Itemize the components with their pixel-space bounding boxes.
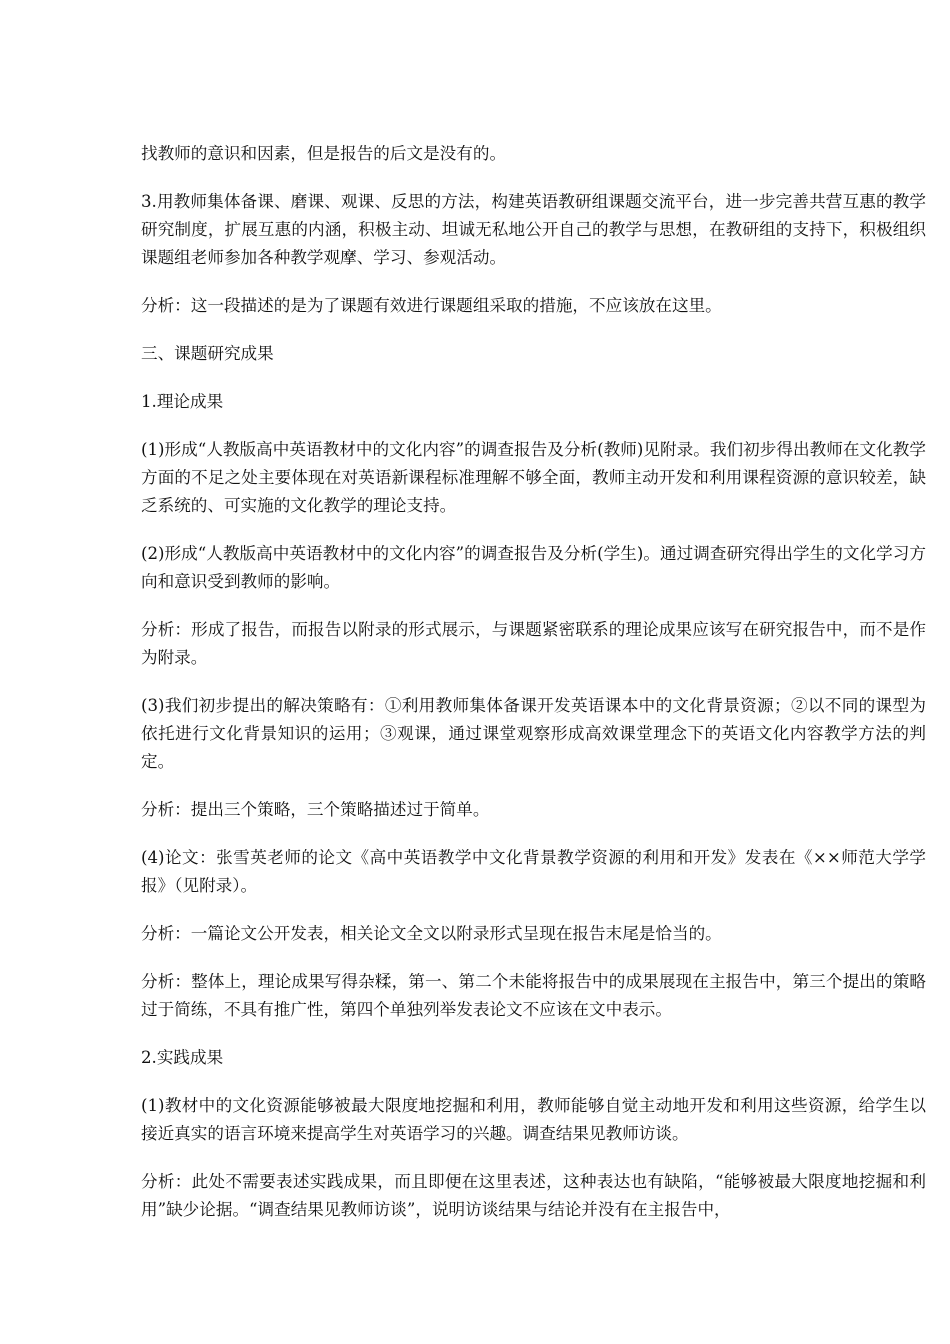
analysis-paragraph: 分析：提出三个策略，三个策略描述过于简单。: [141, 800, 490, 819]
document-page: [141, 140, 926, 1244]
subheading-practical-results: 2.实践成果: [141, 1048, 224, 1067]
section-heading-research-results: 三、课题研究成果: [141, 344, 274, 363]
paragraph-item-4: (4)论文：张雪英老师的论文《高中英语教学中文化背景教学资源的利用和开发》发表在《××师范大学学报》（见附录）。: [141, 848, 926, 895]
analysis-paragraph: 分析：一篇论文公开发表，相关论文全文以附录形式呈现在报告末尾是恰当的。: [141, 924, 722, 943]
paragraph-continuation: 找教师的意识和因素，但是报告的后文是没有的。: [141, 144, 507, 163]
paragraph-item-2: (2)形成“人教版高中英语教材中的文化内容”的调查报告及分析(学生)。通过调查研究得出学生的文化学习方向和意识受到教师的影响。: [141, 544, 926, 591]
subheading-theoretical-results: 1.理论成果: [141, 392, 224, 411]
paragraph-item-1: (1)形成“人教版高中英语教材中的文化内容”的调查报告及分析(教师)见附录。我们初步得出教师在文化教学方面的不足之处主要体现在对英语新课程标准理解不够全面，教师主动开发和利用课程资源的意识较差，缺乏系统的、可实施的文化教学的理论支持。: [141, 440, 926, 515]
analysis-paragraph-summary: 分析：整体上，理论成果写得杂糅，第一、第二个未能将报告中的成果展现在主报告中，第三个提出的策略过于简练，不具有推广性，第四个单独列举发表论文不应该在文中表示。: [141, 972, 926, 1019]
analysis-paragraph: 分析：这一段描述的是为了课题有效进行课题组采取的措施，不应该放在这里。: [141, 296, 722, 315]
paragraph-item-3: (3)我们初步提出的解决策略有：①利用教师集体备课开发英语课本中的文化背景资源；②以不同的课型为依托进行文化背景知识的运用；③观课，通过课堂观察形成高效课堂理念下的英语文化内容教学方法的判定。: [141, 696, 926, 771]
analysis-paragraph: 分析：此处不需要表述实践成果，而且即便在这里表述，这种表达也有缺陷，“能够被最大限度地挖掘和利用”缺少论据。“调查结果见教师访谈”，说明访谈结果与结论并没有在主报告中，: [141, 1172, 926, 1219]
paragraph-measure-3: 3.用教师集体备课、磨课、观课、反思的方法，构建英语教研组课题交流平台，进一步完善共营互惠的教学研究制度，扩展互惠的内涵，积极主动、坦诚无私地公开自己的教学与思想，在教研组的支持下，积极组织课题组老师参加各种教学观摩、学习、参观活动。: [141, 192, 926, 267]
paragraph-practice-item-1: (1)教材中的文化资源能够被最大限度地挖掘和利用，教师能够自觉主动地开发和利用这些资源，给学生以接近真实的语言环境来提高学生对英语学习的兴趣。调查结果见教师访谈。: [141, 1096, 926, 1143]
analysis-paragraph: 分析：形成了报告，而报告以附录的形式展示，与课题紧密联系的理论成果应该写在研究报告中，而不是作为附录。: [141, 620, 926, 667]
